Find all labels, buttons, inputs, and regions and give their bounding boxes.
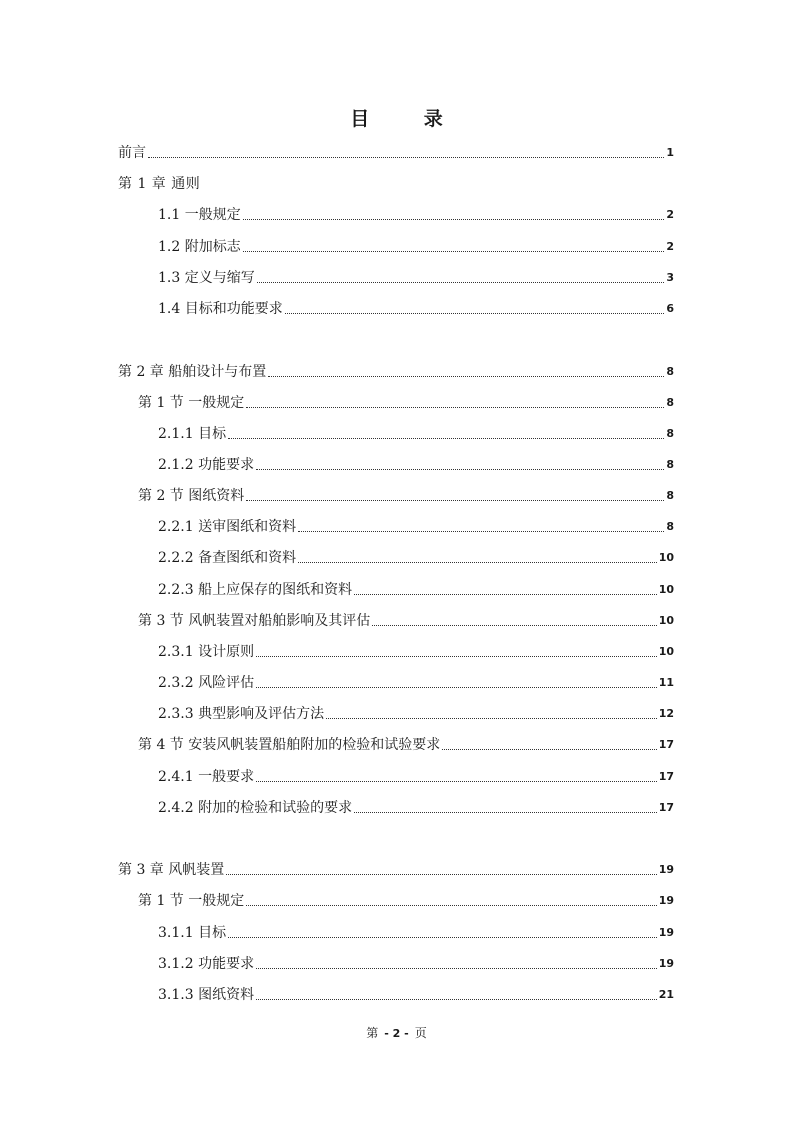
footer-prefix: 第 [366,1026,379,1040]
dot-leader [228,937,657,938]
toc-entry-page: 2 [666,240,674,253]
toc-entry-page: 19 [658,863,674,876]
toc-entry-preface[interactable] [118,142,674,164]
dot-leader [256,687,657,688]
toc-entry-page: 6 [666,302,674,315]
toc-entry-label: 1.4 目标和功能要求 [158,301,283,317]
toc-entry-label: 第 2 章 船舶设计与布置 [118,364,267,380]
toc-entry-label: 2.2.2 备查图纸和资料 [158,550,297,566]
toc-entry-page: 8 [666,365,674,378]
toc-entry-label: 第 3 章 风帆装置 [118,862,225,878]
toc-entry-label: 第 1 节 一般规定 [138,395,245,411]
toc-title: 目 录 [350,108,467,130]
toc-entry-label: 1.3 定义与缩写 [158,270,255,286]
toc-entry-chapter-3[interactable] [118,859,674,881]
dot-leader [372,625,656,626]
toc-entry-page: 19 [658,957,674,970]
dot-leader [442,749,656,750]
toc-entry-3-section-1[interactable] [138,890,674,912]
dot-leader [148,157,664,158]
toc-entry-page: 11 [658,676,674,689]
dot-leader [256,469,664,470]
toc-entry-page: 10 [658,551,674,564]
toc-entry-2-3-2[interactable] [158,672,674,694]
toc-entry-label: 1.1 一般规定 [158,207,241,223]
toc-entry-1-4[interactable] [158,298,674,320]
toc-entry-3-1-1[interactable] [158,922,674,944]
toc-entry-label: 3.1.1 目标 [158,925,227,941]
toc-entry-label: 第 2 节 图纸资料 [138,488,245,504]
toc-entry-page: 10 [658,645,674,658]
toc-entry-label: 第 4 节 安装风帆装置船舶附加的检验和试验要求 [138,737,441,753]
toc-entry-2-4-2[interactable] [158,797,674,819]
toc-entry-chapter-1[interactable] [118,173,674,195]
toc-entry-label: 2.1.2 功能要求 [158,457,255,473]
toc-entry-page: 19 [658,926,674,939]
toc-entry-page: 17 [658,770,674,783]
toc-entry-2-2-2[interactable] [158,547,674,569]
toc-entry-page: 10 [658,583,674,596]
toc-entry-label: 2.4.1 一般要求 [158,769,255,785]
toc-entry-label: 2.4.2 附加的检验和试验的要求 [158,800,353,816]
toc-entry-page: 3 [666,271,674,284]
dot-leader [257,282,665,283]
toc-entry-page: 12 [658,707,674,720]
toc-entry-1-1[interactable] [158,204,674,226]
toc-entry-2-section-4[interactable] [138,734,674,756]
toc-entry-2-4-1[interactable] [158,766,674,788]
dot-leader [256,781,657,782]
toc-entry-2-1-1[interactable] [158,423,674,445]
toc-entry-2-section-3[interactable] [138,610,674,632]
footer-suffix: 页 [414,1026,427,1040]
toc-entry-label: 第 1 章 通则 [118,176,201,192]
footer-page-number: - 2 - [384,1027,409,1040]
toc-entry-label: 2.2.1 送审图纸和资料 [158,519,297,535]
toc-entry-label: 2.3.2 风险评估 [158,675,255,691]
toc-entry-2-section-2[interactable] [138,485,674,507]
toc-entry-page: 8 [666,489,674,502]
toc-entry-2-2-1[interactable] [158,516,674,538]
toc-entry-3-1-2[interactable] [158,953,674,975]
dot-leader [285,313,665,314]
toc-entry-label: 2.3.3 典型影响及评估方法 [158,706,325,722]
dot-leader [246,905,656,906]
dot-leader [268,376,664,377]
toc-entry-label: 2.2.3 船上应保存的图纸和资料 [158,582,353,598]
dot-leader [243,251,665,252]
toc-entry-2-3-1[interactable] [158,641,674,663]
toc-entry-page: 8 [666,520,674,533]
dot-leader [228,438,664,439]
toc-entry-label: 第 1 节 一般规定 [138,893,245,909]
dot-leader [246,500,664,501]
toc-entry-label: 2.3.1 设计原则 [158,644,255,660]
toc-entry-page: 1 [666,146,674,159]
dot-leader [354,812,657,813]
toc-entry-2-3-3[interactable] [158,703,674,725]
dot-leader [256,656,657,657]
page-footer [0,1024,793,1041]
toc-entry-label: 3.1.2 功能要求 [158,956,255,972]
dot-leader [298,562,657,563]
dot-leader [256,968,657,969]
dot-leader [243,219,665,220]
dot-leader [326,718,657,719]
toc-entry-1-3[interactable] [158,267,674,289]
dot-leader [354,594,657,595]
toc-entry-label: 前言 [118,145,146,161]
dot-leader [256,999,657,1000]
dot-leader [226,874,656,875]
toc-entry-label: 1.2 附加标志 [158,239,241,255]
toc-entry-page: 2 [666,208,674,221]
toc-entry-label: 2.1.1 目标 [158,426,227,442]
toc-entry-2-1-2[interactable] [158,454,674,476]
toc-entry-3-1-3[interactable] [158,984,674,1006]
toc-entry-page: 8 [666,396,674,409]
toc-entry-label: 3.1.3 图纸资料 [158,987,255,1003]
toc-entry-page: 19 [658,894,674,907]
toc-entry-page: 8 [666,458,674,471]
toc-entry-page: 21 [658,988,674,1001]
toc-entry-page: 17 [658,801,674,814]
toc-entry-1-2[interactable] [158,236,674,258]
dot-leader [246,407,664,408]
toc-entry-2-2-3[interactable] [158,579,674,601]
toc-entry-label: 第 3 节 风帆装置对船舶影响及其评估 [138,613,371,629]
toc-entry-page: 17 [658,738,674,751]
toc-entry-page: 8 [666,427,674,440]
toc-entry-chapter-2[interactable] [118,361,674,383]
toc-entry-2-section-1[interactable] [138,392,674,414]
dot-leader [298,531,664,532]
toc-entry-page: 10 [658,614,674,627]
